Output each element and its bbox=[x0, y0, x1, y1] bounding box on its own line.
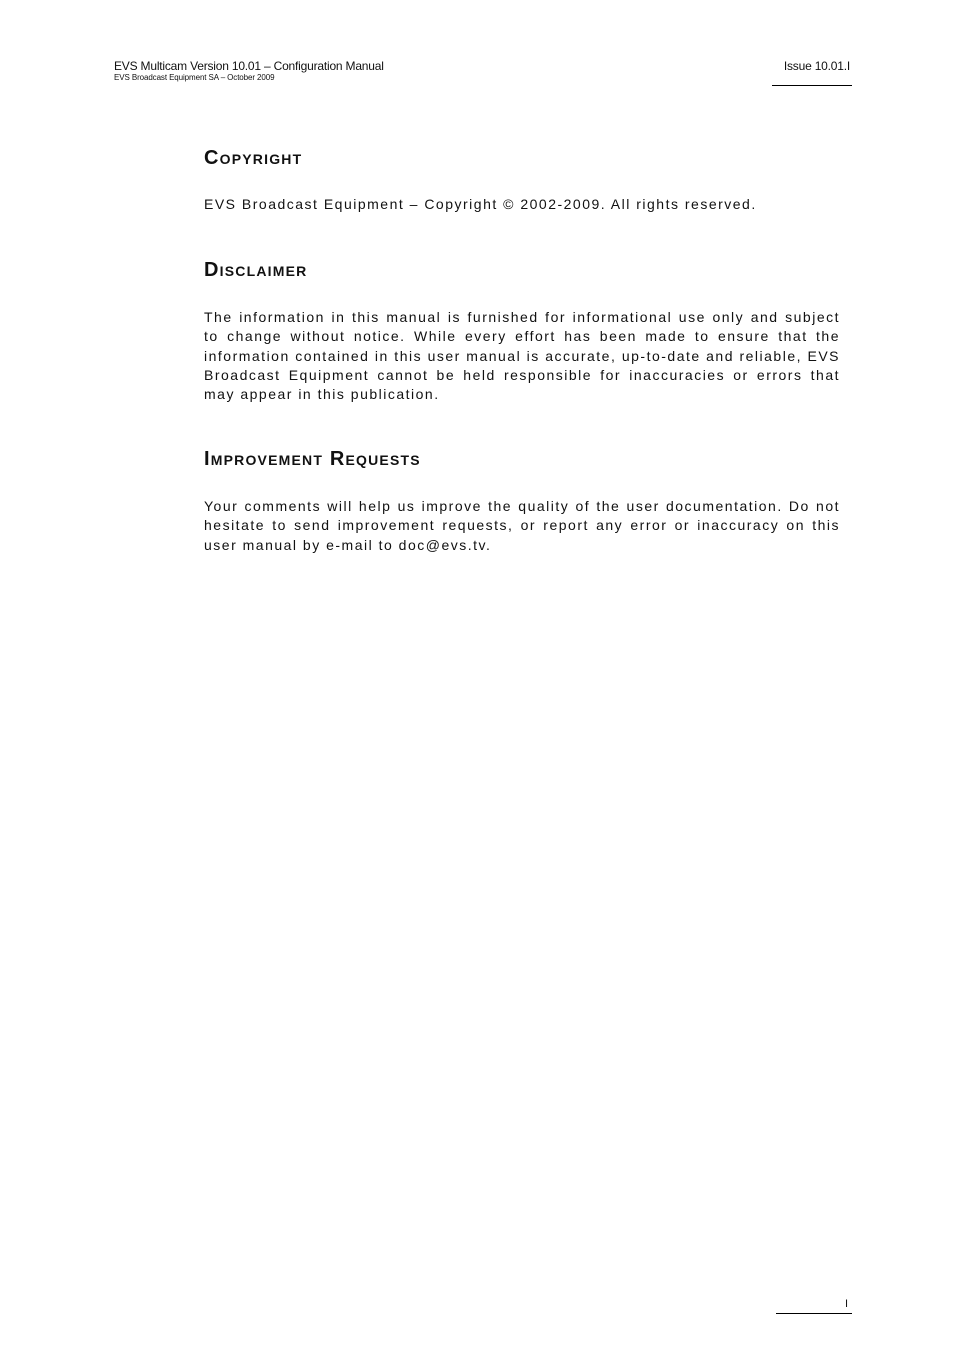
document-title: EVS Multicam Version 10.01 – Configuration Manual bbox=[114, 59, 384, 73]
issue-number: Issue 10.01.I bbox=[783, 59, 850, 73]
disclaimer-heading: Disclaimer bbox=[204, 259, 308, 281]
disclaimer-text: The information in this manual is furnished for informational use only and subject to change without notice. While every effort has been made to ensure that the information contained in this user manual is accurate, up-to-date and reliable, EVS Broadcast Equipment cannot be held responsible for inaccuracies or errors that may appear in this publication. bbox=[204, 309, 840, 403]
page-number: I bbox=[844, 1298, 848, 1310]
page-header bbox=[114, 59, 614, 83]
document-subtitle: EVS Broadcast Equipment SA – October 2009 bbox=[114, 73, 275, 82]
improvement-requests-heading: Improvement Requests bbox=[204, 448, 421, 470]
copyright-text: EVS Broadcast Equipment – Copyright © 2002-2009. All rights reserved. bbox=[204, 196, 757, 212]
copyright-section bbox=[204, 140, 840, 214]
disclaimer-section bbox=[204, 252, 840, 404]
header-divider bbox=[772, 85, 852, 86]
footer-divider bbox=[776, 1313, 852, 1314]
improvement-requests-text: Your comments will help us improve the quality of the user documentation. Do not hesitate to send improvement requests, or report any error or inaccuracy on this user manual by e-mail to doc@evs.tv. bbox=[204, 498, 840, 553]
copyright-heading: Copyright bbox=[204, 147, 303, 169]
improvement-requests-section bbox=[204, 441, 840, 555]
issue-block bbox=[784, 59, 850, 73]
